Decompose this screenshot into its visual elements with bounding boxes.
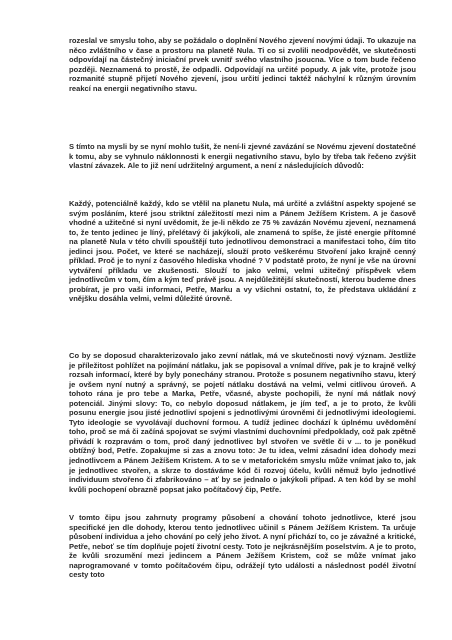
paragraph-3: Každý, potenciálně každý, kdo se vtělil na planetu Nula, má určité a zvláštní aspekty spojené se svým posláním, které jsou striktní záležitostí mezi nim a Pánem Ježíšem Kristem. A je časově vhodné a užitečné si nyní uvědomit, že je-li někdo ze 75 % zavázán Novému zjevení, neznamená to, že tento jedinec je líný, přelétavý či jakýkoli, ale znamená to spíše, že jisté energie přítomné na planetě Nula v této chvíli spouštějí tuto jednotlivou demonstraci a manifestaci toho, čím tito jedinci jsou. Počet, ve které se nacházejí, slouží proto veškerému Stvoření jako krajně cenný příklad. Proč je to nyní z časového hlediska vhodné ? V podstatě proto, že nyní je vše na úrovni vytváření příkladu ve zkušenosti. Slouží to jako velmi, velmi užitečný příspěvek všem jednotlivcům v tom, čím a kým teď právě jsou. A nejdůležitější skutečností, kterou budeme dnes probírat, je pro vaši informaci, Petře, Marku a vy všichni ostatní, to, že představa ukládání z vnějšku dosáhla velmi, velmi důležité úrovně.	[69, 199, 416, 304]
paragraph-5: V tomto čipu jsou zahrnuty programy působení a chování tohoto jednotlivce, které jsou specifické jen dle dohody, kterou tento jednotlivec učinil s Pánem Ježíšem Kristem. Ta určuje působení individua a jeho chování po celý jeho život. A nyní přichází to, co je závažné a kritické, Petře, neboť se tím doplňuje pojetí životní cesty. Toto je nejkrásnějším poselstvím. A je to proto, že kvůli srozumění mezi jedincem a Pánem Ježíšem Kristem, což se může vnímat jako naprogramované v tomto počítačovém čipu, odrážejí tyto události a následnost podél životní cesty toto	[69, 513, 416, 580]
paragraph-2: S tímto na mysli by se nyní mohlo tušit, že není-li zjevné zavázání se Novému zjevení dostatečné k tomu, aby se vyhnulo náklonnosti k energii negativního stavu, bylo by třeba tak řečeno zvýšit vlastní závazek. Ale to již není udržitelný argument, a není z následujících důvodů:	[69, 142, 416, 171]
paragraph-1: rozeslal ve smyslu toho, aby se požádalo o doplnění Nového zjevení novými údaji. To ukazuje na něco zvláštního v čase a prostoru na planetě Nula. Ti co si zvolili neodpovědět, ve skutečnosti odpovídají na částečný iniciační prvek uvnitř svého vlastního jsoucna. Více o tom bude řečeno později. Neznamená to prostě, že odpadli. Odpovídají na určité popudy. A jak víte, protože jsou rozmanité stupně přijetí Nového zjevení, jsou určití jedinci taktéž náchylní k různým úrovním reakcí na energii negativního stavu.	[69, 36, 416, 93]
paragraph-4: Co by se doposud charakterizovalo jako zevní nátlak, má ve skutečnosti nový význam. Jestliže je příležitost pohlížet na pojímání nátlaku, jak se popisoval a vnímal dříve, pak je to krajně velký rozsah informací, které by byly ponechány stranou. Protože s posunem negativního stavu, který je ovšem nyní nutný a správný, se pojetí nátlaku dostává na velmi, velmi citlivou úroveň. A tohoto rána je pro tebe a Marka, Petře, včasné, abyste pochopili, že nyní má nátlak nový potenciál. Jinými slovy: To, co nebylo doposud nátlakem, je jím teď, a je to proto, že kvůli posunu energie jsou jisté jednotliví spojeni s jednotlivými úrovněmi či jednotlivými ideologiemi. Tyto ideologie se vyvolávají duchovní formou. A tudíž jedinec dochází k úplnému uvědomění toho, proč se má či začíná spojovat se svými vlastními duchovními předpoklady, což pak zpětně přivádí k rozpravám o tom, proč daný jednotlivec byl stvořen ve světle či v ... to je poněkud obtížný bod, Petře. Zopakujme si zas a znovu toto: Je tu idea, velmi zásadní idea dohody mezi jednotlivcem a Pánem Ježíšem Kristem. A to se v metaforickém smyslu může vnímat jako to, jak je jednotlivec stvořen, a skrze to dostáváme kód či rozvoj účelu, kvůli němuž bylo jednotlivé individuum stvořeno či zfabrikováno – ať by se jednalo o jakýkoli případ. A ten kód by se mohl kvůli pochopení obrazně popsat jako počítačový čip, Petře.	[69, 351, 416, 494]
